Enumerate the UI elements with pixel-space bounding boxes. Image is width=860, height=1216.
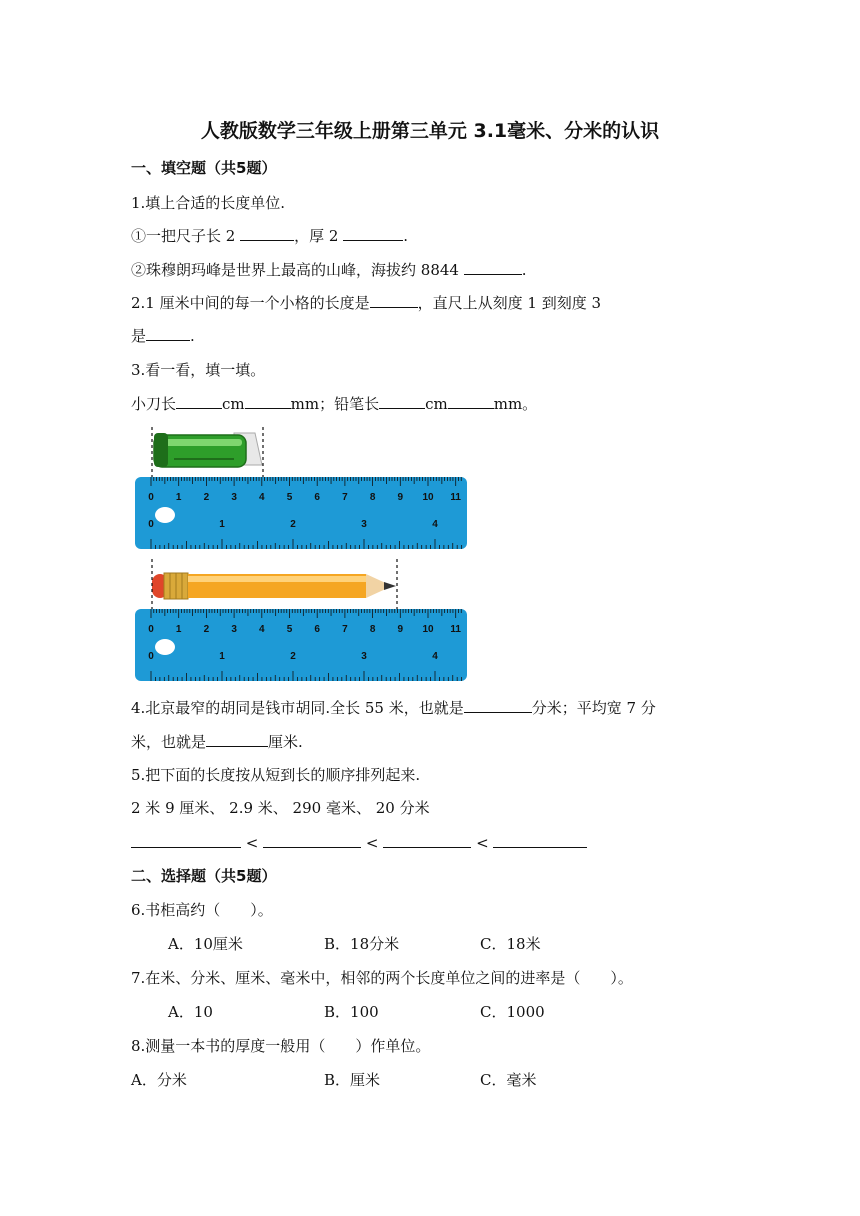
ruler-cm-label: 2 — [203, 624, 210, 635]
q6-option-b[interactable]: B．18分米 — [324, 935, 400, 953]
q2-l2-text: 是 — [131, 327, 147, 345]
q8-option-c[interactable]: C．毫米 — [480, 1071, 537, 1089]
unit-cm: cm — [222, 395, 245, 413]
ruler-cm-label: 5 — [286, 492, 293, 503]
ruler-inch-label: 4 — [432, 519, 438, 530]
ruler-inch-label: 2 — [290, 519, 296, 530]
q3-knife-label: 小刀长 — [131, 395, 177, 413]
ruler-cm-label: 4 — [259, 492, 265, 503]
answer-blank[interactable] — [493, 833, 587, 848]
ruler-cm-label: 5 — [286, 624, 293, 635]
q4-l2-text: 米，也就是 — [131, 733, 207, 751]
less-than-sign: < — [476, 834, 489, 852]
ruler-cm-label: 6 — [314, 492, 320, 503]
less-than-sign: < — [365, 834, 379, 852]
answer-blank[interactable] — [448, 394, 494, 409]
q7-option-a[interactable]: A．10 — [168, 1003, 213, 1021]
ruler-inch-label: 2 — [290, 651, 296, 662]
ruler-cm-label: 9 — [397, 492, 404, 503]
ruler-hole — [155, 639, 175, 655]
q1a-text: ①一把尺子长 2 — [131, 227, 236, 245]
q5-order-row — [131, 833, 587, 853]
q2-l2-end: . — [190, 327, 195, 345]
ruler-body — [135, 609, 467, 681]
ruler-inch-label: 1 — [219, 519, 225, 530]
q4-l2-end: 厘米. — [268, 733, 303, 751]
ruler-cm-label: 10 — [422, 492, 434, 503]
q1b-end: . — [521, 261, 527, 279]
less-than-sign: < — [245, 834, 259, 852]
q4-text: 4.北京最窄的胡同是钱市胡同.全长 55 米，也就是 — [131, 699, 464, 717]
q4-mid: 分米；平均宽 7 分 — [531, 699, 656, 717]
q8-stem: 8.测量一本书的厚度一般用（ ）作单位。 — [131, 1037, 431, 1055]
q7-option-c[interactable]: C．1000 — [480, 1003, 545, 1021]
ruler-inch-label: 4 — [432, 651, 438, 662]
answer-blank[interactable] — [383, 833, 471, 848]
answer-blank[interactable] — [245, 394, 291, 409]
section-heading-fill-in: 一、填空题（共5题） — [131, 159, 277, 177]
q7-option-b[interactable]: B．100 — [324, 1003, 379, 1021]
q3-line — [131, 394, 537, 414]
unit-mm: mm。 — [493, 395, 538, 413]
q1a-mid: ，厚 2 — [294, 227, 339, 245]
answer-blank[interactable] — [379, 394, 425, 409]
answer-blank[interactable] — [206, 732, 268, 747]
ruler-cm-label: 8 — [369, 492, 376, 503]
q2-mid: ，直尺上从刻度 1 到刻度 3 — [417, 294, 602, 312]
ruler-cm-label: 10 — [422, 624, 434, 635]
q8-option-b[interactable]: B．厘米 — [324, 1071, 381, 1089]
ruler-cm-label: 8 — [369, 624, 376, 635]
answer-blank[interactable] — [240, 226, 294, 241]
page-title: 人教版数学三年级上册第三单元 3.1毫米、分米的认识 — [200, 120, 660, 142]
ruler-cm-label: 1 — [175, 492, 182, 503]
ruler-cm-label: 9 — [397, 624, 404, 635]
q6-stem: 6.书柜高约（ ）。 — [131, 901, 273, 919]
q1-part-a — [131, 226, 408, 246]
answer-blank[interactable] — [464, 260, 522, 275]
ruler — [135, 477, 467, 549]
ruler-cm-label: 3 — [231, 624, 237, 635]
ruler-cm-label: 11 — [450, 624, 461, 635]
answer-blank[interactable] — [146, 326, 190, 341]
ruler-inch-label: 0 — [148, 651, 154, 662]
ruler-inch-label: 0 — [148, 519, 154, 530]
q5-items: 2 米 9 厘米、 2.9 米、 290 毫米、 20 分米 — [131, 799, 430, 817]
answer-blank[interactable] — [370, 293, 418, 308]
answer-blank[interactable] — [131, 833, 241, 848]
q6-option-c[interactable]: C．18米 — [480, 935, 541, 953]
q2-line2 — [131, 326, 195, 346]
ruler-cm-label: 1 — [175, 624, 182, 635]
ruler-hole — [155, 507, 175, 523]
q1b-text: ②珠穆朗玛峰是世界上最高的山峰，海拔约 8844 — [131, 261, 459, 279]
ruler-inch-label: 3 — [361, 651, 367, 662]
q7-stem: 7.在米、分米、厘米、毫米中，相邻的两个长度单位之间的进率是（ ）。 — [131, 969, 633, 987]
ruler-inch-label: 3 — [361, 519, 367, 530]
pencil-image — [152, 573, 396, 599]
ruler — [135, 609, 467, 681]
unit-cm: cm — [425, 395, 448, 413]
answer-blank[interactable] — [343, 226, 403, 241]
ruler-cm-label: 0 — [148, 492, 154, 503]
ruler-cm-label: 7 — [342, 492, 348, 503]
q1a-end: . — [403, 227, 408, 245]
ruler-cm-label: 6 — [314, 624, 320, 635]
ruler-cm-label: 3 — [231, 492, 237, 503]
knife-ruler-figure — [130, 425, 475, 555]
q2-text: 2.1 厘米中间的每一个小格的长度是 — [131, 294, 370, 312]
q1-part-b — [131, 260, 527, 280]
q4-line2 — [131, 732, 303, 752]
answer-blank[interactable] — [464, 698, 532, 713]
q4-line1 — [131, 698, 656, 718]
pencil-ruler-figure — [130, 557, 475, 687]
q3-stem: 3.看一看，填一填。 — [131, 361, 266, 379]
answer-blank[interactable] — [176, 394, 222, 409]
ruler-body — [135, 477, 467, 549]
ruler-cm-label: 0 — [148, 624, 154, 635]
section-heading-choice: 二、选择题（共5题） — [131, 867, 277, 885]
ruler-cm-label: 11 — [450, 492, 461, 503]
ruler-cm-label: 7 — [342, 624, 348, 635]
q8-option-a[interactable]: A．分米 — [131, 1071, 187, 1089]
q6-option-a[interactable]: A．10厘米 — [168, 935, 243, 953]
unit-mm: mm — [290, 395, 320, 413]
q5-stem: 5.把下面的长度按从短到长的顺序排列起来. — [131, 766, 421, 784]
q2-line1 — [131, 293, 601, 313]
ruler-cm-label: 2 — [203, 492, 210, 503]
q3-pencil-label: ；铅笔长 — [319, 395, 380, 413]
knife-image — [154, 433, 262, 467]
ruler-cm-label: 4 — [259, 624, 265, 635]
ruler-inch-label: 1 — [219, 651, 225, 662]
answer-blank[interactable] — [263, 833, 361, 848]
q1-stem: 1.填上合适的长度单位. — [131, 194, 286, 212]
